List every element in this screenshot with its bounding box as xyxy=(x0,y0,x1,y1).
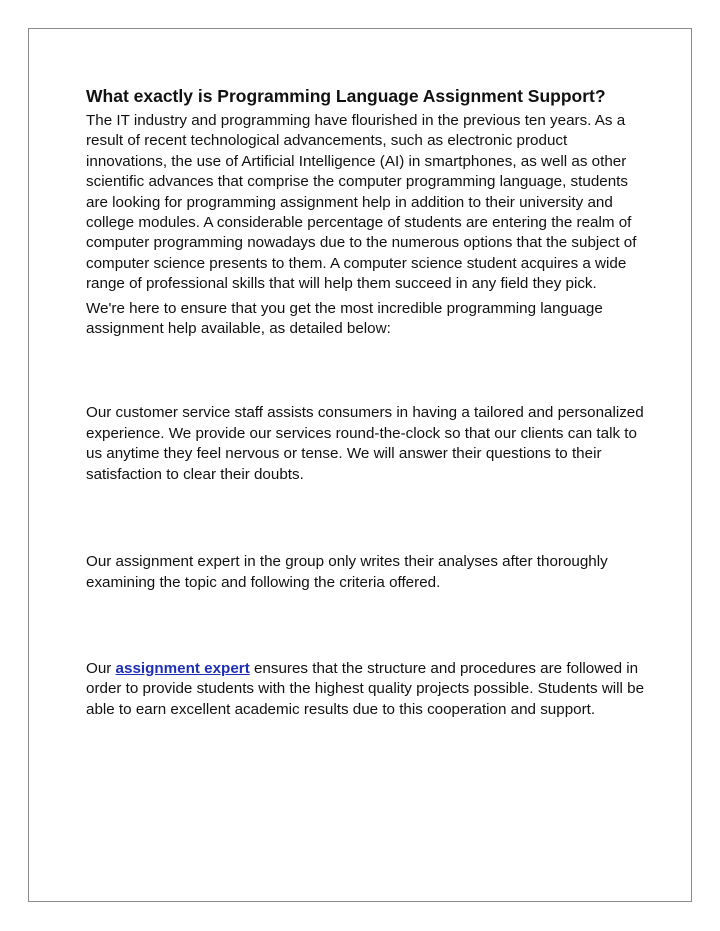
paragraph-help-available: We're here to ensure that you get the most incredible programming language assignment help available, as detailed below: xyxy=(86,299,603,338)
paragraph-structure xyxy=(86,659,646,720)
assignment-expert-link[interactable]: assignment expert xyxy=(115,659,250,677)
document-page xyxy=(28,28,692,902)
paragraph-structure-suffix: ensures that the structure and procedures are followed in order to provide students with the highest quality projects possible. Students will be able to earn excellent academic results due to this cooperation and support. xyxy=(86,659,645,718)
paragraph-customer-service: Our customer service staff assists consumers in having a tailored and personalized experience. We provide our services round-the-clock so that our clients can talk to us anytime they feel nervous or tense. We will answer their questions to their satisfaction to clear their doubts. xyxy=(86,404,644,483)
document-body xyxy=(86,84,646,720)
paragraph-intro: The IT industry and programming have flourished in the previous ten years. As a result of recent technological advancements, such as electronic product innovations, the use of Artificial Intelligence (AI) in smartphones, as well as other scientific advances that comprise the computer programming language, students are looking for programming assignment help in addition to their university and college modules. A considerable percentage of students are entering the realm of computer programming nowadays due to the numerous options that the subject of computer science presents to them. A computer science student acquires a wide range of professional skills that will help them succeed in any field they pick. xyxy=(86,112,637,293)
spacer xyxy=(86,593,646,659)
document-title: What exactly is Programming Language Assignment Support? xyxy=(86,86,606,106)
paragraph-expert-analysis: Our assignment expert in the group only writes their analyses after thoroughly examining the topic and following the criteria offered. xyxy=(86,553,608,591)
spacer xyxy=(86,485,646,552)
paragraph-structure-prefix: Our xyxy=(86,659,116,677)
spacer xyxy=(86,339,646,403)
